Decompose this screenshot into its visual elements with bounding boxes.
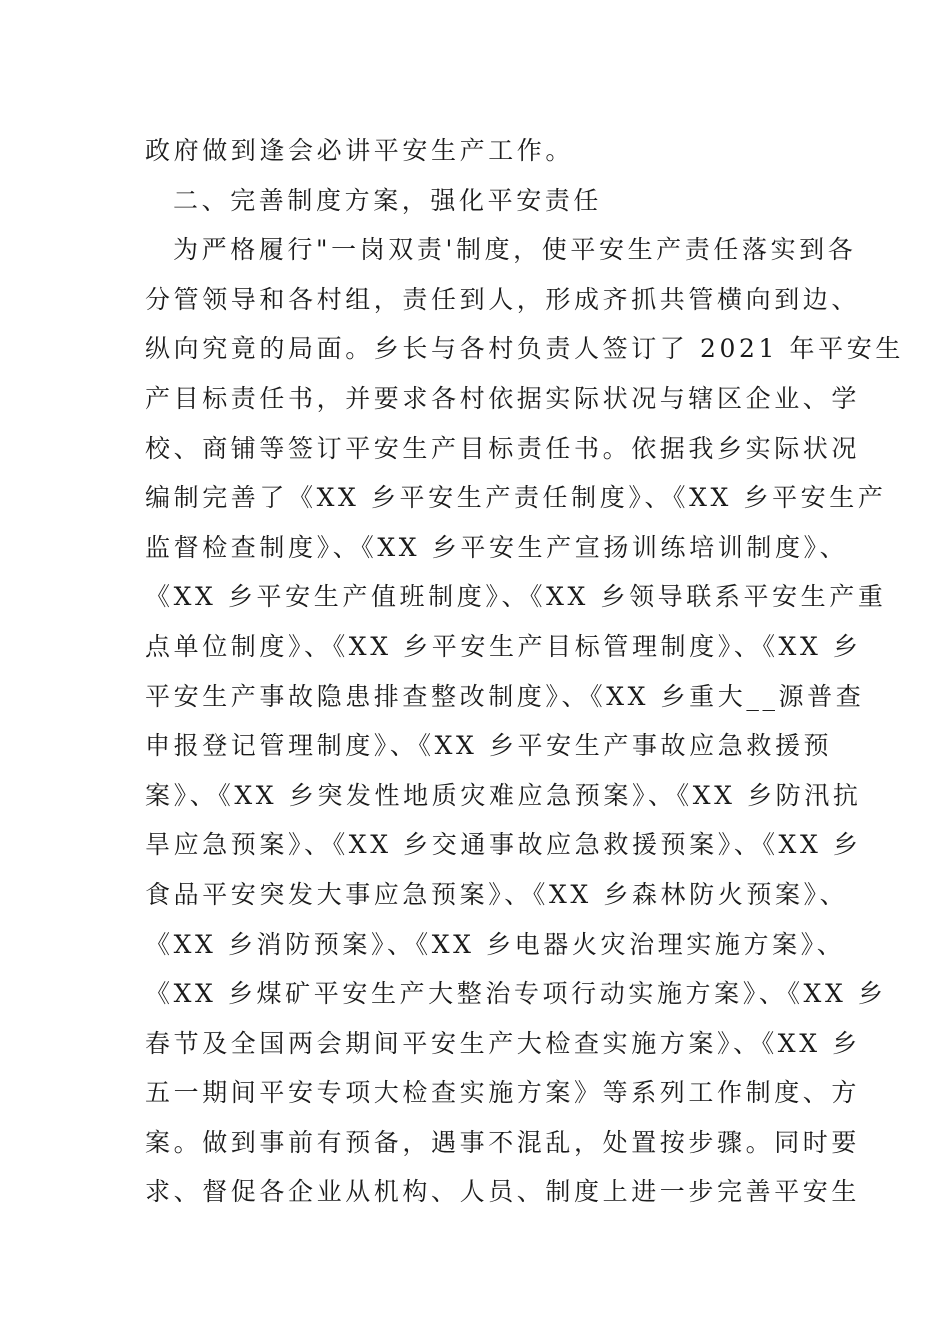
- paragraph-line: 编制完善了《XX 乡平安生产责任制度》、《XX 乡平安生产: [145, 483, 887, 513]
- paragraph-line: 旱应急预案》、《XX 乡交通事故应急救援预案》、《XX 乡: [145, 830, 862, 860]
- paragraph-line: 案》、《XX 乡突发性地质灾难应急预案》、《XX 乡防汛抗: [145, 780, 862, 810]
- paragraph-line: 《XX 乡平安生产值班制度》、《XX 乡领导联系平安生产重: [145, 582, 887, 612]
- paragraph-line: 分管领导和各村组，责任到人，形成齐抓共管横向到边、: [145, 284, 861, 314]
- paragraph-line: 平安生产事故隐患排查整改制度》、《XX 乡重大__源普查: [145, 681, 865, 711]
- paragraph-line: 点单位制度》、《XX 乡平安生产目标管理制度》、《XX 乡: [145, 631, 862, 661]
- paragraph-line: 校、商铺等签订平安生产目标责任书。依据我乡实际状况: [145, 433, 861, 463]
- paragraph-line: 监督检查制度》、《XX 乡平安生产宣扬训练培训制度》、: [145, 532, 849, 562]
- paragraph-line: 政府做到逢会必讲平安生产工作。: [145, 136, 575, 165]
- body-text: [145, 126, 904, 1217]
- paragraph-line: 纵向究竟的局面。乡长与各村负责人签订了 2021 年平安生: [145, 334, 904, 364]
- section-heading: 二、完善制度方案，强化平安责任: [173, 185, 603, 215]
- paragraph-line: 申报登记管理制度》、《XX 乡平安生产事故应急救援预: [145, 731, 833, 761]
- paragraph-line: 五一期间平安专项大检查实施方案》等系列工作制度、方: [145, 1078, 861, 1108]
- paragraph-line: 产目标责任书，并要求各村依据实际状况与辖区企业、学: [145, 383, 861, 413]
- paragraph-line: 为严格履行"一岗双责'制度，使平安生产责任落实到各: [173, 235, 857, 265]
- paragraph-line: 春节及全国两会期间平安生产大检查实施方案》、《XX 乡: [145, 1028, 861, 1058]
- paragraph-line: 《XX 乡煤矿平安生产大整治专项行动实施方案》、《XX 乡: [145, 979, 887, 1009]
- paragraph-line: 食品平安突发大事应急预案》、《XX 乡森林防火预案》、: [145, 879, 849, 909]
- paragraph-line: 《XX 乡消防预案》、《XX 乡电器火灾治理实施方案》、: [145, 929, 846, 959]
- paragraph-line: 求、督促各企业从机构、人员、制度上进一步完善平安生: [145, 1177, 861, 1207]
- paragraph-line: 案。做到事前有预备，遇事不混乱，处置按步骤。同时要: [145, 1127, 861, 1157]
